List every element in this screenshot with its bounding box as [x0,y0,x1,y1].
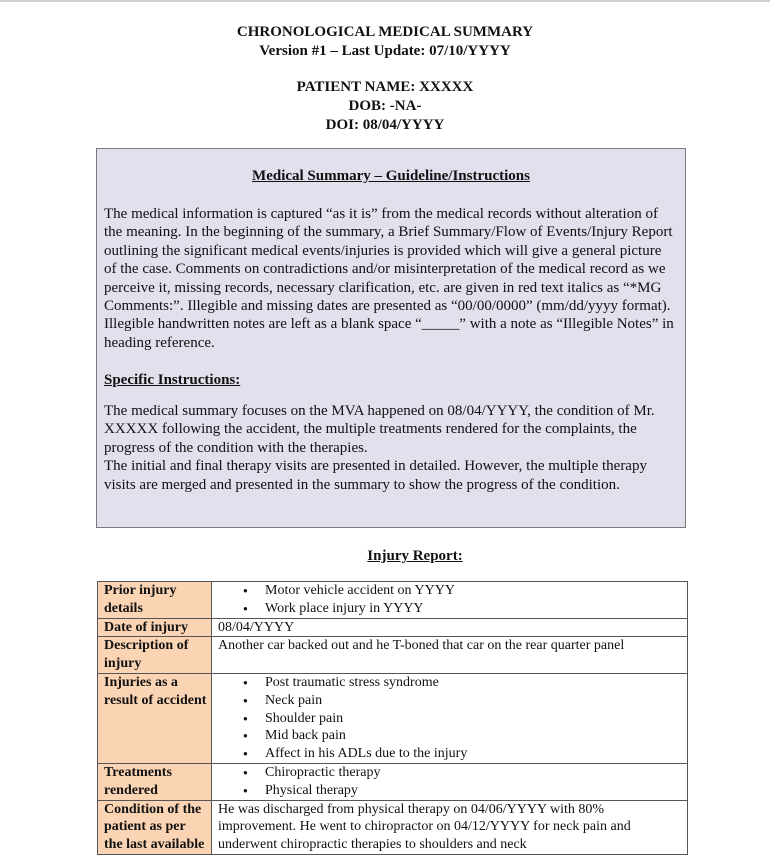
bullet-list [218,764,683,800]
specific-instructions-para-2: The initial and final therapy visits are presented in detailed. However, the multiple therapy visits are merged and presented in the summary to show the progress of the condition. [104,458,647,493]
row-label: Prior injury details [98,582,212,619]
table-row [98,763,688,800]
row-label: Description of injury [98,637,212,674]
list-item: ● Work place injury in YYYY [265,600,683,618]
table-row [98,673,688,763]
row-value [212,763,688,800]
guideline-box [96,148,686,528]
patient-name: PATIENT NAME: XXXXX [296,79,474,95]
document-title: CHRONOLOGICAL MEDICAL SUMMARY [236,24,534,40]
injury-report-table [97,581,688,855]
specific-instructions-para-1: The medical summary focuses on the MVA happened on 08/04/YYYY, the condition of Mr. XXXXX following the accident, the multiple treatments rendered for the complaints, the progress of the condition with the therapies. [104,403,655,456]
bullet-list [218,582,683,618]
specific-instructions-title: Specific Instructions: [104,372,241,388]
guideline-paragraph: The medical information is captured “as it is” from the medical records without alteration of the meaning. In the beginning of the summary, a Brief Summary/Flow of Events/Injury Report outlining the significant medical events/injuries is provided which will give a general picture of the case. Comments on contradictions and/or misinterpretation of the medical record as we perceive it, missing records, necessary clarification, etc. are given in red text italics as “*MG Comments:”. Illegible and missing dates are presented as “00/00/0000” (mm/dd/yyyy format). Illegible handwritten notes are left as a blank space “_____” with a note as “Illegible Notes” in heading reference. [104,206,674,351]
table-row [98,800,688,854]
list-item: ● Mid back pain [265,727,683,745]
row-label: Date of injury [98,618,212,637]
table-row [98,582,688,619]
list-item: ● Neck pain [265,692,683,710]
row-value: He was discharged from physical therapy on 04/06/YYYY with 80% improvement. He went to chiropractor on 04/12/YYYY for neck pain and underwent chiropractic therapies to shoulders and neck [212,800,688,854]
patient-dob: DOB: -NA- [348,98,422,114]
specific-instructions-text [104,402,676,494]
row-label: Injuries as a result of accident [98,673,212,763]
row-value [212,582,688,619]
row-value [212,673,688,763]
bullet-list [218,674,683,763]
top-border-line [0,0,770,2]
list-item: ● Chiropractic therapy [265,764,683,782]
table-row [98,618,688,637]
guideline-title: Medical Summary – Guideline/Instructions [252,168,530,184]
table-row [98,637,688,674]
row-label: Condition of the patient as per the last available [98,800,212,854]
list-item: ● Affect in his ADLs due to the injury [265,745,683,763]
row-value: Another car backed out and he T-boned that car on the rear quarter panel [212,637,688,674]
version-line: Version #1 – Last Update: 07/10/YYYY [259,43,511,59]
list-item: ● Post traumatic stress syndrome [265,674,683,692]
list-item: ● Shoulder pain [265,710,683,728]
injury-report-title: Injury Report: [367,548,463,564]
list-item: ● Motor vehicle accident on YYYY [265,582,683,600]
patient-doi: DOI: 08/04/YYYY [325,117,445,133]
list-item: ● Physical therapy [265,782,683,800]
row-label: Treatments rendered [98,763,212,800]
row-value: 08/04/YYYY [212,618,688,637]
